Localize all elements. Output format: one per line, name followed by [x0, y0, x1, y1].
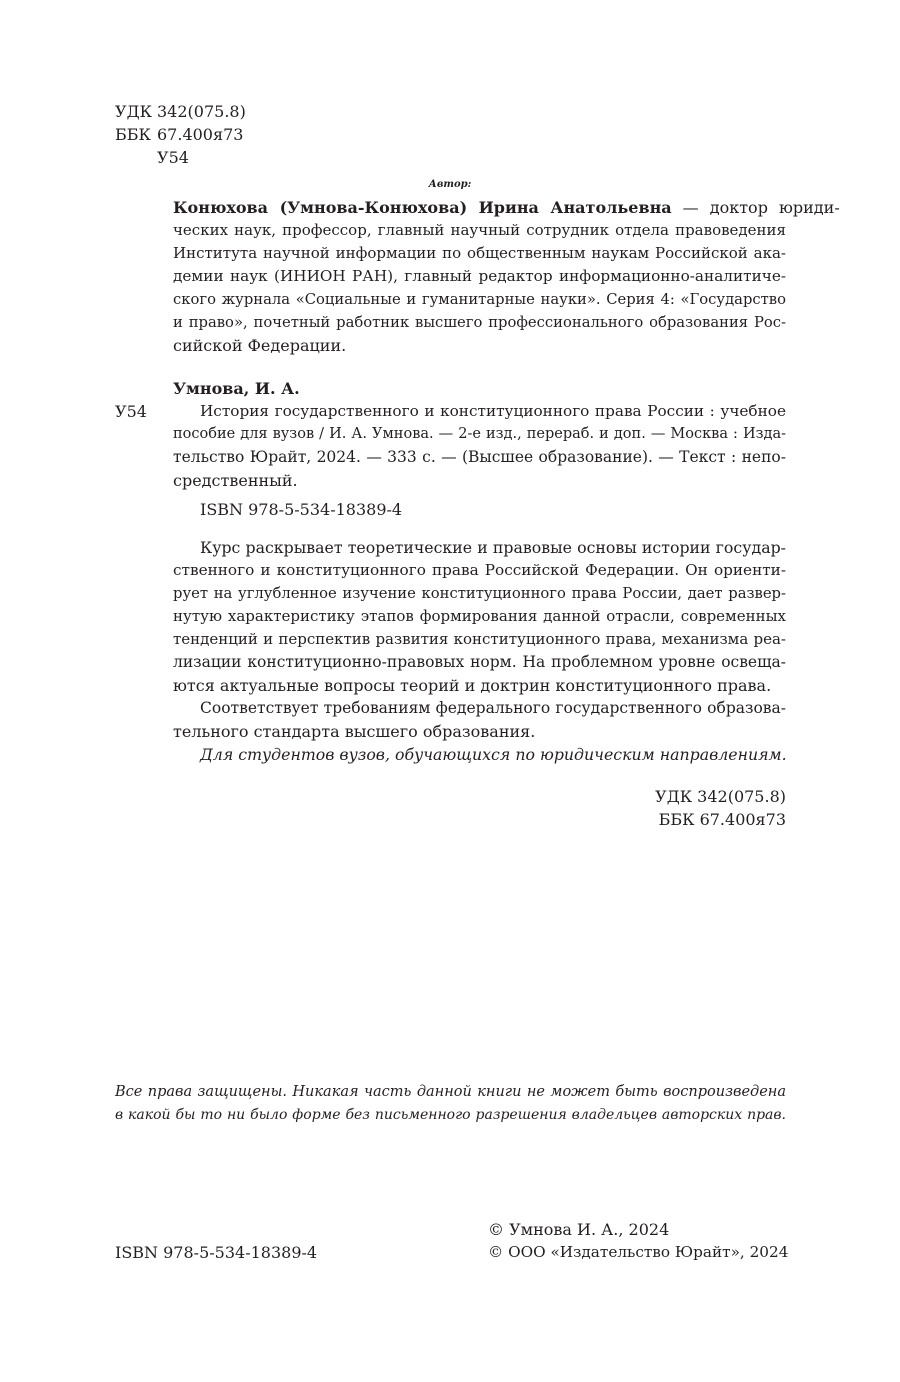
annot-p1-line-2: ственного и конституционного права Российской Федерации. Он ориенти-	[173, 561, 786, 579]
annot-p1-line-1: Курс раскрывает теоретические и правовые основы истории государ-	[200, 538, 786, 557]
annot-p1-line-7: ются актуальные вопросы теорий и доктрин конституционного права.	[173, 676, 772, 695]
udk-label: УДК	[115, 102, 152, 121]
author-heading: Автор:	[428, 179, 472, 190]
annot-p2-line-2: тельного стандарта высшего образования.	[173, 722, 536, 741]
annot-p1-line-5: тенденций и перспектив развития конституционного права, механизма реа-	[173, 630, 786, 648]
udk-value: 342(075.8)	[157, 102, 246, 121]
bib-line-2: пособие для вузов / И. А. Умнова. — 2-е изд., перераб. и доп. — Москва : Изда-	[173, 426, 786, 442]
bib-line-1: История государственного и конституционного права России : учебное	[200, 402, 786, 420]
annot-p1-line-6: лизации конституционно-правовых норм. На проблемном уровне освеща-	[173, 653, 786, 671]
annot-audience: Для студентов вузов, обучающихся по юридическим направлениям.	[200, 745, 787, 764]
author-line-7: сийской Федерации.	[173, 336, 347, 355]
author-line-1	[173, 196, 840, 219]
bib-author-heading: Умнова, И. А.	[173, 379, 300, 398]
bib-sign: У54	[115, 402, 147, 421]
annot-p1-line-3: рует на углубленное изучение конституционного права России, дает развер-	[173, 585, 786, 602]
author-line-5: ского журнала «Социальные и гуманитарные науки». Серия 4: «Государство	[173, 291, 786, 308]
bbk-value: 67.400я73	[157, 125, 244, 144]
bib-isbn: ISBN 978-5-534-18389-4	[200, 500, 403, 519]
copyright-author: © Умнова И. А., 2024	[488, 1220, 670, 1239]
footer-isbn: ISBN 978-5-534-18389-4	[115, 1243, 318, 1262]
author-desc-1: — доктор юриди-	[671, 198, 840, 217]
bib-line-3: тельство Юрайт, 2024. — 333 с. — (Высшее образование). — Текст : непо-	[173, 448, 786, 466]
annot-p1-line-4: нутую характеристику этапов формирования данной отрасли, современных	[173, 607, 786, 625]
rights-line-1: Все права защищены. Никакая часть данной книги не может быть воспроизведена	[115, 1084, 786, 1100]
bottom-udk: УДК 342(075.8)	[655, 787, 786, 806]
author-line-4: демии наук (ИНИОН РАН), главный редактор информационно-аналитиче-	[173, 267, 786, 285]
author-sign: У54	[157, 148, 189, 167]
author-line-2: ческих наук, профессор, главный научный сотрудник отдела правоведения	[173, 221, 786, 239]
annot-p2-line-1: Соответствует требованиям федерального государственного образова-	[200, 699, 786, 717]
author-name: Конюхова (Умнова-Конюхова) Ирина Анатольевна	[173, 198, 672, 217]
bbk-label: ББК	[115, 125, 151, 144]
bib-line-4: средственный.	[173, 471, 298, 490]
author-line-6: и право», почетный работник высшего профессионального образования Рос-	[173, 314, 786, 331]
rights-line-2: в какой бы то ни было форме без письменного разрешения владельцев авторских прав.	[115, 1107, 786, 1123]
author-line-3: Института научной информации по общественным наукам Российской ака-	[173, 244, 786, 262]
copyright-publisher: © ООО «Издательство Юрайт», 2024	[488, 1243, 789, 1261]
bottom-bbk: ББК 67.400я73	[658, 810, 786, 829]
